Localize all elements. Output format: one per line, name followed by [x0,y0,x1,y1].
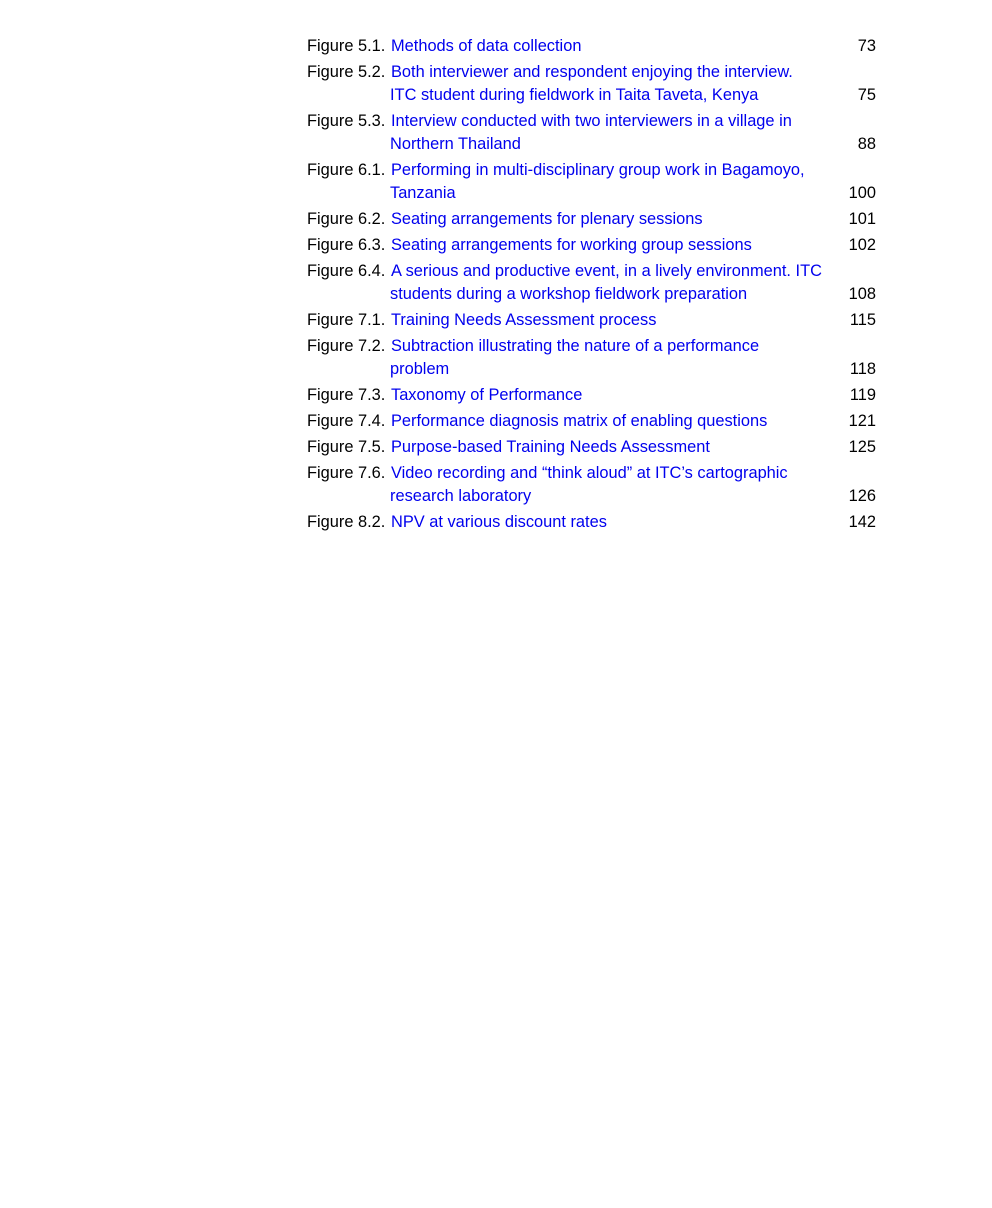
figure-label: Figure 7.3. [307,386,386,404]
figure-title-link[interactable]: problem [390,360,450,378]
page-number: 142 [848,513,876,531]
figure-entry[interactable] [307,436,876,459]
figure-title-link[interactable]: Performing in multi-disciplinary group work in Bagamoyo, [391,161,805,179]
figure-title-link[interactable]: Purpose-based Training Needs Assessment [391,438,710,456]
page-number: 75 [857,86,876,104]
figure-title-link[interactable]: NPV at various discount rates [391,513,607,531]
page-number: 119 [849,386,876,404]
figure-title-link[interactable]: students during a workshop fieldwork preparation [390,285,748,303]
figure-title-link[interactable]: Subtraction illustrating the nature of a performance [391,337,760,355]
figure-label: Figure 6.4. [307,262,386,280]
figure-title-link[interactable]: Interview conducted with two interviewers in a village in [391,112,792,130]
page-number: 108 [848,285,876,303]
figure-title-link[interactable]: Taxonomy of Performance [391,386,583,404]
figure-label: Figure 7.2. [307,337,386,355]
page-number: 121 [848,412,876,430]
figure-entry[interactable] [307,511,876,534]
figure-entry[interactable] [307,110,876,156]
page-number: 115 [849,311,876,329]
figure-entry[interactable] [307,260,876,306]
figure-label: Figure 5.1. [307,37,386,55]
page-number: 126 [848,487,876,505]
figure-entry[interactable] [307,208,876,231]
page-number: 102 [848,236,876,254]
figure-title-link[interactable]: Performance diagnosis matrix of enabling questions [391,412,768,430]
figure-label: Figure 7.4. [307,412,386,430]
figure-title-link[interactable]: Training Needs Assessment process [391,311,657,329]
figure-label: Figure 6.2. [307,210,386,228]
figure-title-link[interactable]: research laboratory [390,487,532,505]
figure-label: Figure 7.1. [307,311,386,329]
figure-title-link[interactable]: Video recording and “think aloud” at ITC’s cartographic [391,464,788,482]
figure-title-link[interactable]: Both interviewer and respondent enjoying the interview. [391,63,793,81]
figure-title-link[interactable]: Tanzania [390,184,456,202]
figure-label: Figure 8.2. [307,513,386,531]
figure-label: Figure 6.3. [307,236,386,254]
page-number: 73 [857,37,876,55]
figure-title-link[interactable]: Methods of data collection [391,37,582,55]
figure-title-link[interactable]: ITC student during fieldwork in Taita Taveta, Kenya [390,86,759,104]
figure-entry[interactable] [307,35,876,58]
figure-title-link[interactable]: Northern Thailand [390,135,521,153]
page-number: 118 [849,360,876,378]
page-number: 88 [857,135,876,153]
figure-entry[interactable] [307,384,876,407]
figure-title-link[interactable]: A serious and productive event, in a lively environment. ITC [391,262,822,280]
page-number: 101 [848,210,876,228]
figure-label: Figure 7.6. [307,464,386,482]
figure-entry[interactable] [307,159,876,205]
page-number: 125 [848,438,876,456]
page-number: 100 [848,184,876,202]
figure-entry[interactable] [307,234,876,257]
figure-label: Figure 5.3. [307,112,386,130]
figure-entry[interactable] [307,462,876,508]
figure-label: Figure 7.5. [307,438,386,456]
figure-entry[interactable] [307,335,876,381]
figure-entry[interactable] [307,410,876,433]
figure-entry[interactable] [307,309,876,332]
figure-entry[interactable] [307,61,876,107]
figure-label: Figure 5.2. [307,63,386,81]
figure-label: Figure 6.1. [307,161,386,179]
figure-title-link[interactable]: Seating arrangements for plenary sessions [391,210,703,228]
figure-title-link[interactable]: Seating arrangements for working group sessions [391,236,752,254]
